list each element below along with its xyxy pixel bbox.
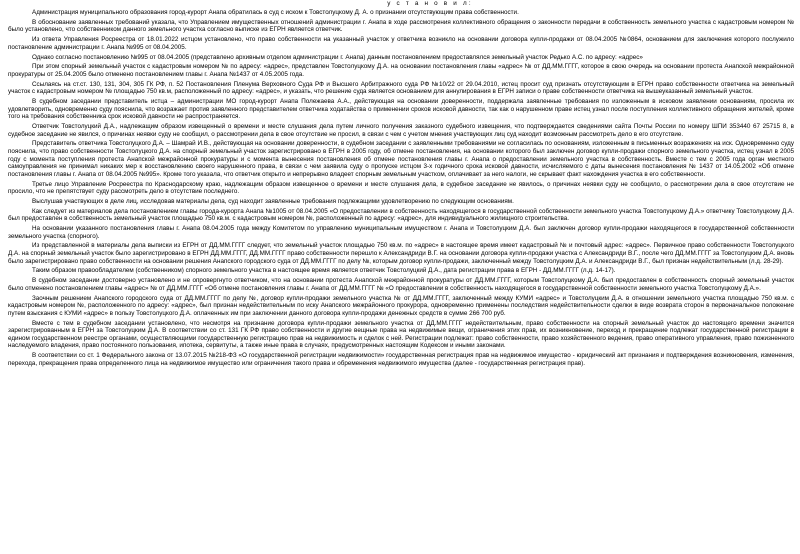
paragraph: Из представленной в материалы дела выписки из ЕГРН от ДД.ММ.ГГГГ следует, что земельный участок площадью 750 кв.м. по «адрес» в настоящее время имеет кадастровый № и почтовый адрес: «адрес». Первичное право собственности Товстолуцкого Д.А. на спорный земельный участок было зарегистрировано в ЕГРН ДД.ММ.ГГГГ, ДД.ММ.ГГГГ право собственности перешло к Александриди В.Г. на основании договора купли-продажи участка с Александриди В.Г., после чего ДД.ММ.ГГГГ за Товстолуцким Д.А. вновь было зарегистрировано право собственности на основании решения Анапского городского суда от ДД.ММ.ГГГГ по делу №, которым договор купли-продажи, заключенный между Товстолуцким Д.А. и Александриди В.Г., был признан недействительным (л.д. 28-29).	[8, 242, 794, 265]
paragraph: Администрация муниципального образования город-курорт Анапа обратилась в суд с иском к Товстолуцкому Д. А. о признании отсутствующим права собственности.	[32, 9, 519, 16]
paragraph: Однако согласно постановлению №995 от 08.04.2005 (представлено архивным отделом администрации г. Анапа) данным постановлением предоставлялся земельный участок Редько А.С. по адресу: «адрес»	[32, 53, 643, 61]
paragraph: Как следует из материалов дела постановлением главы города-курорта Анапа №1005 от 08.04.2005 «О предоставлении в собственность находящегося в государственной собственности земельного участка Товстолуцкому Д.А.» ответчику Товстолуцкому Д.А. был предоставлен в собственность земельный участок площадью 750 кв.м. с кадастровым номером №, расположенный по адресу: «адрес», для индивидуального жилищного строительства.	[8, 207, 794, 223]
paragraph: Таким образом правообладателем (собственником) спорного земельного участка в настоящее время является ответчик Товстолуцкий Д.А., дата регистрации права в ЕГРН - ДД.ММ.ГГГГ (л.д. 14-17).	[32, 267, 616, 275]
paragraph: Ссылаясь на ст.ст. 130, 131, 304, 305 ГК РФ, п. 52 Постановления Пленума Верховного Суда РФ и Высшего Арбитражного суда РФ №10/22 от 29.04.2010, истец просит суд признать отсутствующим в ЕГРН право собственности ответчика на земельный участок с кадастровым номером № площадью 750 кв.м, расположенный по адресу: «адрес», и указать, что решение суда является основанием для аннулирования в ЕГРН записи о праве собственности ответчика на вышеуказанный земельный участок.	[8, 80, 794, 96]
paragraph: Представитель ответчика Товстолуцкого Д.А. – Шамрай И.В., действующая на основании доверенности, в судебном заседании с заявленными требованиями не согласилась по основаниям, изложенным в письменных возражениях на иск. Одновременно суду пояснила, что право собственности Товстолуцкого Д.А. на спорный земельный участок зарегистрировано в ЕГРН в 2005 году, об отмене постановления, на основании которого был заключен договор купли-продажи спорного земельного участка, истец узнал в 2005 году с момента поступления протеста Анапской межрайонной прокуратуры и с момента вынесения постановления об отмене постановления главы г. Анапа о предоставлении земельного участка в собственность. Вместе с тем с 2005 года орган местного самоуправления не принимал никаких мер к восстановлению своего нарушенного права, в связи с чем заявила суду о пропуске истцом 3-х годичного срока исковой давности, исчисляемого с даты вынесения постановления № 1437 от 14.05.2002 «Об отмене постановления главы г. Анапа от 08.04.2005 №995». Кроме того указала, что ответчик открыто и непрерывно владеет спорным земельным участком, оплачивает за него налоги, не скрывает факт нахождения участка в его собственности.	[8, 140, 794, 178]
paragraph: Из ответа Управления Росреестра от 18.01.2022 истцом установлено, что право собственности на указанный участок у ответчика возникло на основании договора купли-продажи от 08.04.2005 №0864, основанием для заключения которого послужило постановление администрации г. Анапа №995 от 08.04.2005.	[8, 36, 794, 51]
paragraph: Выслушав участвующих в деле лиц, исследовав материалы дела, суд находит заявленные требования подлежащими удовлетворению по следующим основаниям.	[32, 197, 514, 205]
paragraph: Третье лицо Управление Росреестра по Краснодарскому краю, надлежащим образом извещенное о времени и месте слушания дела, в судебное заседание не явилось, о причинах неявки суду не сообщило, о рассмотрении дела в свое отсутствие не просило, что не препятствует суду рассмотреть дело в отсутствие последнего.	[8, 180, 794, 196]
paragraph: При этом спорный земельный участок с кадастровым номером № по адресу: «адрес», представлен Товстолуцкому Д.А. на основании постановления главы «адрес» № от ДД.ММ.ГГГГ, которое в свою очередь на основании протеста Анапской межрайонной прокуратуры от 25.04.2005 было отменено постановлением главы г. Анапа №1437 от 4.05.2005 года.	[8, 63, 794, 78]
heading-fragment: у с т а н о в и л:	[387, 0, 473, 7]
paragraph: Вместе с тем в судебном заседании установлено, что несмотря на признание договора купли-продажи земельного участка от ДД.ММ.ГГГГ недействительным, право собственности на спорный земельный участок до настоящего времени значится зарегистрированным в ЕГРН за Товстолуцким Д.А. В соответствии со ст. 131 ГК РФ право собственности и другие вещные права на недвижимые вещи, ограничения этих прав, их возникновение, переход и прекращение подлежат государственной регистрации в едином государственном реестре органами, осуществляющими государственную регистрацию прав на недвижимость и сделок с ней. Регистрации подлежат: право собственности, право хозяйственного ведения, право оперативного управления, право пожизненного наследуемого владения, право постоянного пользования, ипотека, сервитуты, а также иные права в случаях, предусмотренных настоящим Кодексом и иными законами.	[8, 319, 794, 350]
paragraph: В судебном заседании достоверно установлено и не опровергнуто ответчиком, что на основании протеста Анапской межрайонной прокуратуры от ДД.ММ.ГГГГ, которым Товстолуцкому Д.А. был предоставлен в собственность спорный земельный участок было отменено постановлением главы «адрес» № от ДД.ММ.ГГГГ «Об отмене постановления главы г. Анапа от ДД.ММ.ГГГГ № «О предоставлении в собственность находящегося в государственной собственности земельного участка Товстолуцкому Д.А.».	[8, 277, 794, 292]
paragraph: На основании указанного постановления главы г. Анапа 08.04.2005 года между Комитетом по управлению муниципальным имуществом г. Анапа и Товстолуцким Д.А. был заключен договор купли-продажи находящегося в государственной собственности земельного участка (спорного).	[8, 225, 794, 240]
paragraph: В судебном заседании представитель истца – администрации МО город-курорт Анапа Полежаева А.А., действующая на основании доверенности, поддержала заявленные требования по изложенным в исковом заявлении основаниям, просила их удовлетворить, одновременно суду пояснила, что возражает против заявленного представителем ответчика ходатайства о применении сроков исковой давности, так как о нарушенном праве истец узнал после поступления коллективного обращения жителей, кроме того на требования собственника срок исковой давности не распространяется.	[8, 98, 794, 121]
paragraph: Заочным решением Анапского городского суда от ДД.ММ.ГГГГ по делу №, договор купли-продажи земельного участка № от ДД.ММ.ГГГГ, заключенный между КУМИ «адрес» и Товстолуцким Д.А. в отношении земельного участка площадью 750 кв.м. с кадастровым номером №, расположенного по адресу: «адрес», был признан недействительным по иску Анапского межрайонного прокурора, одновременно применены последствия недействительности сделки в виде возврата сторон в первоначальное положение путем взыскания с КУМИ «адрес» в пользу Товстолуцкого Д.А. оплаченных им при заключении данного договора купли-продажи денежных средств в сумме 266 700 руб.	[8, 294, 794, 317]
paragraph: В соответствии со ст. 1 Федерального закона от 13.07.2015 №218-ФЗ «О государственной регистрации недвижимости» государственная регистрация прав на недвижимое имущество - юридический акт признания и подтверждения возникновения, изменения, перехода, прекращения права определенного лица на недвижимое имущество или ограничения такого права и обременения недвижимого имущества (далее - государственная регистрация прав).	[8, 352, 794, 367]
paragraph: В обоснование заявленных требований указала, что Управлением имущественных отношений администрации г. Анапа в ходе рассмотрения коллективного обращения о законности передачи в собственность земельного участка с кадастровым номером № было установлено, что собственником данного земельного участка согласно выписке из ЕГРН является ответчик.	[8, 18, 794, 34]
paragraph: Ответчик Товстолуцкий Д.А., надлежащим образом извещенный о времени и месте слушания дела путем личного получения заказного судебного извещения, что подтверждается сведениями сайта Почты России по номеру ШПИ 353440 67 25715 8, в судебное заседание не явился, о причинах неявки суду не сообщил, о рассмотрении дела в свое отсутствие не просил, в связи с чем с учетом мнения участвующих лиц суд находит возможным рассмотреть дело в его отсутствие.	[8, 123, 794, 138]
